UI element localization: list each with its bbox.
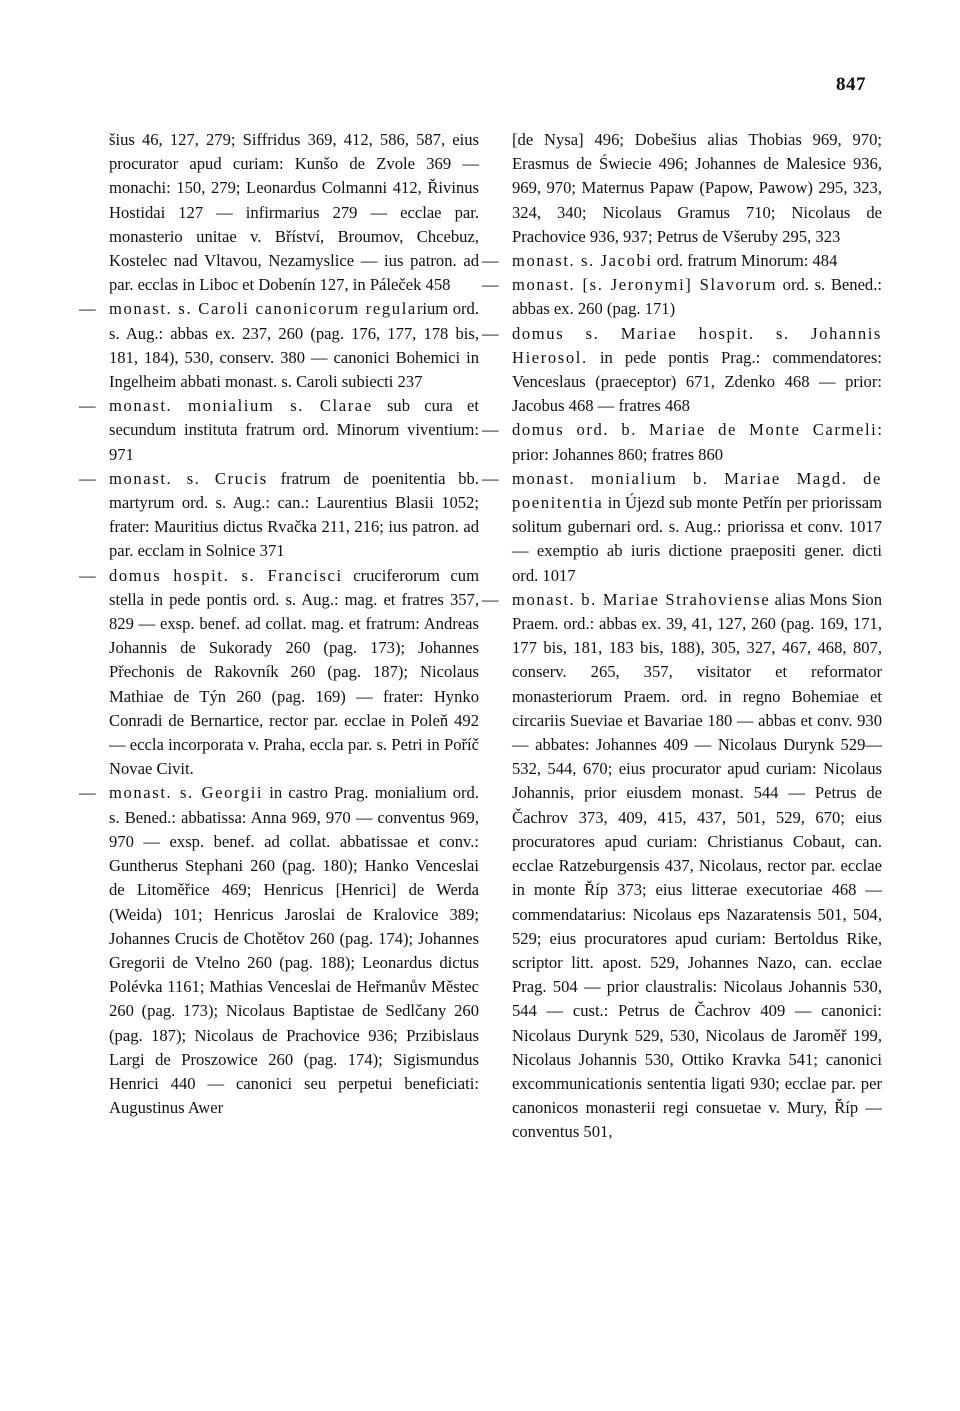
entry-text: cruciferorum cum stella in pede pontis ord. s. Aug.: mag. et fratres 357, 829 — exsp. benef. ad collat. mag. et fratrum: Andreas Johannis de Sukorady 260 (pag. 173); Johannes Přechonis de Rakovník 260 (pag. 187); Nicolaus Mathiae de Týn 260 (pag. 169) — frater: Hynko Conradi de Bernartice, rector par. ecclae in Poleň 492 — eccla incorporata v. Praha, eccla par. s. Petri in Poříč Novae Civit. bbox=[109, 565, 479, 779]
entry-head: domus ord. b. Mariae de Monte Carmeli bbox=[512, 420, 878, 440]
entry-monast-b-mariae-magd bbox=[512, 467, 882, 588]
entry-text: sub cura et secundum instituta fratrum ord. Minorum viventium: 971 bbox=[109, 396, 479, 464]
right-column bbox=[512, 128, 882, 1145]
left-column bbox=[109, 128, 479, 1120]
entry-text: in Újezd sub monte Petřín per priorissam solitum gubernari ord. s. Aug.: priorissa et conv. 1017 — exemptio ab iuris dictione praepositi gener. dicti ord. 1017 bbox=[512, 493, 882, 585]
entry-monast-s-jacobi bbox=[512, 249, 882, 273]
entry-head: monast. b. Mariae Strahoviense bbox=[512, 589, 771, 609]
entry-head: monast. s. Crucis bbox=[109, 468, 268, 488]
entry-text: ord. s. Bened.: abbas ex. 260 (pag. 171) bbox=[512, 275, 882, 319]
entry-monast-s-georgii bbox=[109, 781, 479, 1120]
entry-head: domus s. Mariae hospit. s. Johannis Hierosol. bbox=[512, 323, 882, 367]
entry-head: monast. [s. Jeronymi] Slavorum bbox=[512, 275, 777, 295]
entry-head: monast. monialium s. Clarae bbox=[109, 396, 373, 416]
entry-domus-s-mariae-hospit bbox=[512, 322, 882, 419]
entry-monast-s-clarae bbox=[109, 394, 479, 467]
entry-text: in pede pontis Prag.: commendatores: Venceslaus (praeceptor) 671, Zdenko 468 — prior: Jacobus 468 — fratres 468 bbox=[512, 347, 882, 416]
entry-continuation bbox=[512, 128, 882, 249]
entry-monast-s-crucis bbox=[109, 467, 479, 564]
entry-head: monast. s. Georgii bbox=[109, 783, 264, 803]
entry-text: [de Nysa] 496; Dobešius alias Thobias 969, 970; Erasmus de Świecie 496; Johannes de Malesice 936, 969, 970; Maternus Papaw (Papow, Pawow) 295, 323, 324, 340; Nicolaus Gramus 710; Nicolaus de Prachovice 936, 937; Petrus de Všeruby 295, 323 bbox=[512, 130, 882, 246]
entry-text: : prior: Johannes 860; fratres 860 bbox=[512, 420, 882, 464]
entry-head: monast. s. Jacobi bbox=[512, 251, 653, 271]
entry-text: fratrum de poenitentia bb. martyrum ord. s. Aug.: can.: Laurentius Blasii 1052; frater: Mauritius dictus Rvačka 211, 216; ius patron. ad par. ecclam in Solnice 371 bbox=[109, 468, 479, 561]
entry-text: ord. fratrum Minorum: 484 bbox=[652, 251, 838, 271]
entry-text: rium ord. s. Aug.: abbas ex. 237, 260 (pag. 176, 177, 178 bis, 181, 184), 530, conserv. 380 — canonici Bohemici in Ingelheim abbati monast. s. Caroli subiecti 237 bbox=[109, 299, 479, 392]
page-number: 847 bbox=[836, 74, 866, 95]
entry-continuation bbox=[109, 128, 479, 297]
entry-head: domus hospit. s. Francisci bbox=[109, 565, 343, 585]
entry-head: monast. s. Caroli canonicorum regula bbox=[109, 299, 417, 319]
entry-text: alias Mons Sion Praem. ord.: abbas ex. 39, 41, 127, 260 (pag. 169, 171, 177 bis, 181, 183 bis, 188), 305, 327, 467, 468, 807, conserv. 265, 357, visitator et reformator monasteriorum Praem. ord. in regno Bohemiae et circariis Sueviae et Bavariae 180 — abbas et conv. 930 — abbates: Johannes 409 — Nicolaus Durynk 529—532, 544, 670; eius procurator apud curiam: Nicolaus Johannis, prior eiusdem monast. 544 — Petrus de Čachrov 373, 409, 415, 437, 501, 529, 670; eius procuratores apud curiam: Christianus Cobaut, can. ecclae Ratzeburgensis 437, Nicolaus, rector par. ecclae in monte Říp 373; eius litterae executoriae 468 — commendatarius: Nicolaus eps Nazaratensis 501, 504, 529; eius procuratores apud curiam: Bertoldus Rike, scriptor litt. apost. 529, Johannes Nazo, can. ecclae Prag. 504 — prior claustralis: Nicolaus Johannis 530, 544 — cust.: Petrus de Čachrov 409 — canonici: Nicolaus Durynk 529, 530, Nicolaus de Jaroměř 199, Nicolaus Johannis 530, Ottiko Kravka 541; canonici excommunicationis sententia ligati 930; ecclae par. per canonicos monasterii regi consuetae v. Mury, Říp — conventus 501, bbox=[512, 589, 882, 1142]
entry-domus-b-mariae-carmeli bbox=[512, 418, 882, 466]
entry-monast-s-jeronymi bbox=[512, 273, 882, 321]
entry-head: monast. monialium b. Mariae Magd. de poenitentia bbox=[512, 468, 882, 513]
entry-monast-strahov bbox=[512, 588, 882, 1145]
entry-monast-s-caroli bbox=[109, 297, 479, 394]
entry-text: šius 46, 127, 279; Siffridus 369, 412, 586, 587, eius procurator apud curiam: Kunšo de Zvole 369 — monachi: 150, 279; Leonardus Colmanni 412, Řivinus Hostidai 127 — infirmarius 279 — ecclae par. monasterio unitae v. Bříství, Broumov, Chcebuz, Kostelec nad Vltavou, Nezamyslice — ius patron. ad par. ecclas in Liboc et Dobenín 127, in Páleček 458 bbox=[109, 130, 479, 295]
entry-domus-s-francisci bbox=[109, 564, 479, 782]
entry-text: in castro Prag. monialium ord. s. Bened.: abbatissa: Anna 969, 970 — conventus 969, 970 — exsp. benef. ad collat. abbatissae et conv.: Guntherus Stephani 260 (pag. 180); Hanko Venceslai de Litoměřice 469; Henricus [Henrici] de Werda (Weida) 101; Henricus Jaroslai de Kralovice 389; Johannes Crucis de Chotětov 260 (pag. 174); Johannes Gregorii de Vtelno 260 (pag. 188); Leonardus dictus Polévka 1161; Mathias Venceslai de Heřmanův Městec 260 (pag. 173); Nicolaus Baptistae de Sedlčany 260 (pag. 187); Nicolaus de Prachovice 936; Przibislaus Largi de Proszowice 260 (pag. 174); Sigismundus Henrici 440 — canonici seu perpetui beneficiati: Augustinus Awer bbox=[109, 783, 479, 1118]
